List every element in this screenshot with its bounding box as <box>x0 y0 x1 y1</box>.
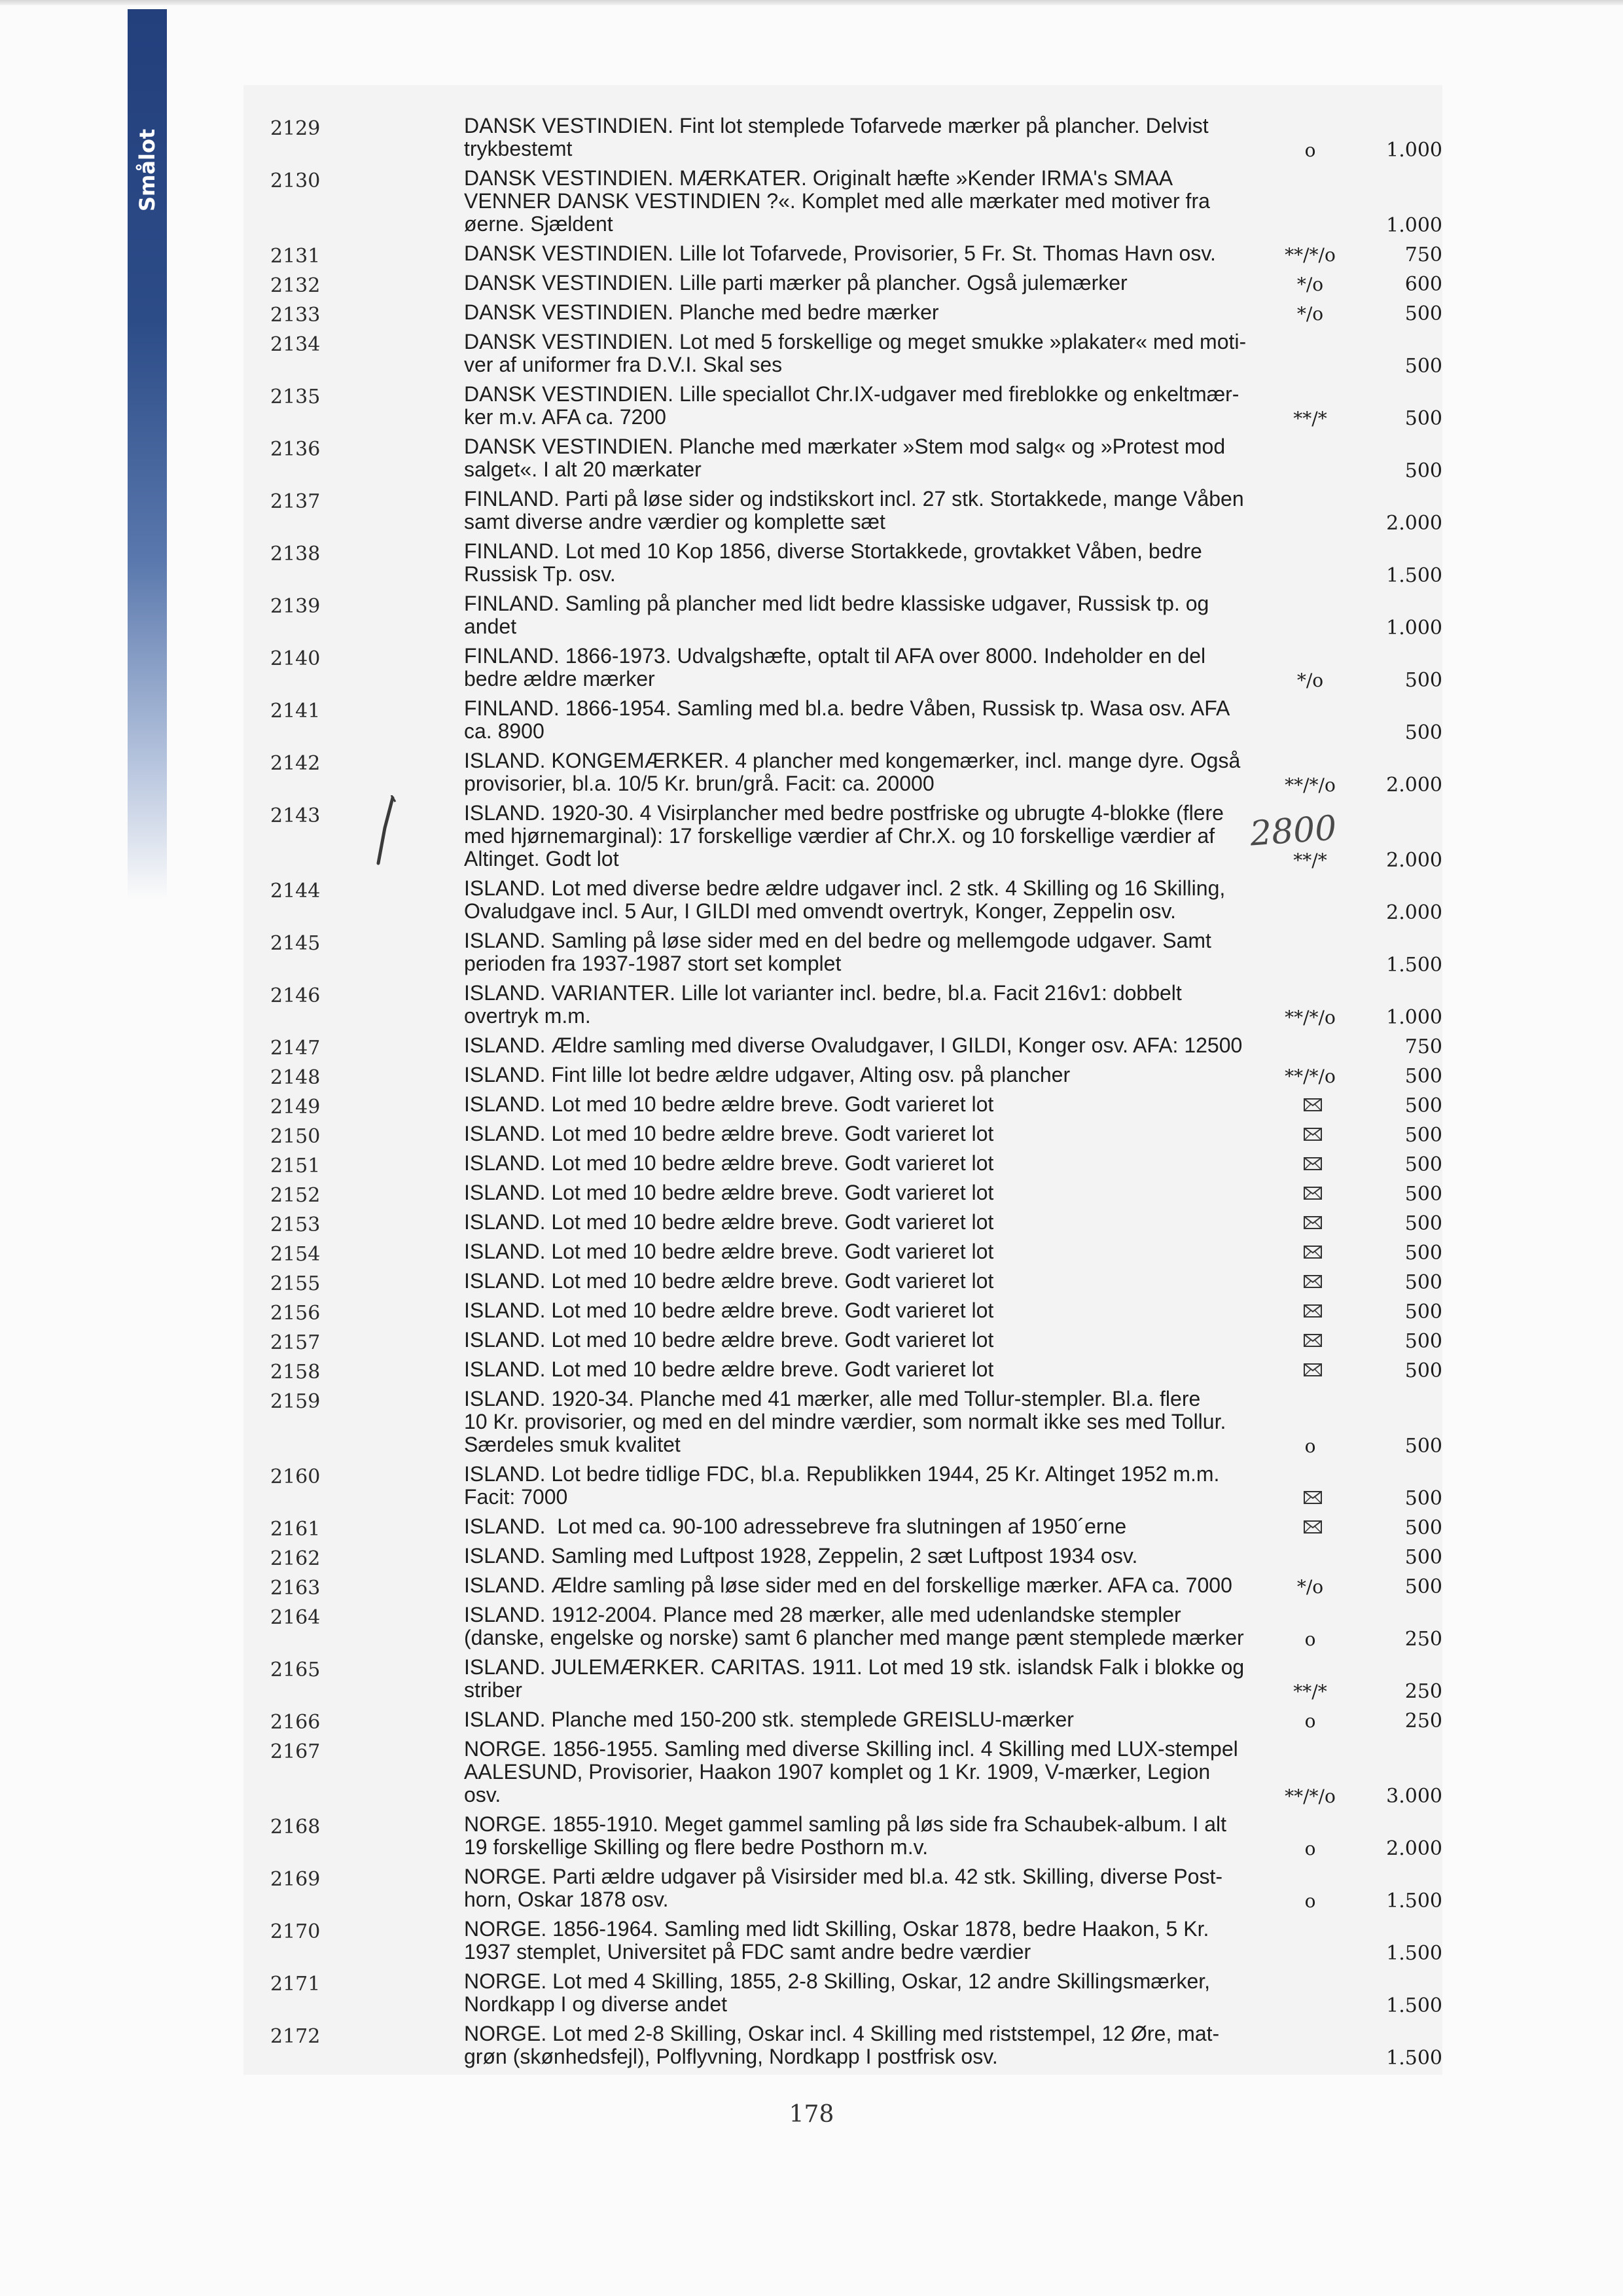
lot-number: 2152 <box>270 1184 321 1207</box>
lot-price: 2.000 <box>1386 512 1442 535</box>
lot-description-line: FINLAND. 1866-1973. Udvalgshæfte, optalt til AFA over 8000. Indeholder en del <box>464 644 1206 668</box>
lot-condition: o <box>1304 1838 1316 1859</box>
lot-price: 500 <box>1404 1435 1442 1458</box>
lot-description-line: AALESUND, Provisorier, Haakon 1907 komplet og 1 Kr. 1909, V-mærker, Legion <box>464 1760 1211 1784</box>
lot-description-line: ISLAND. 1920-30. 4 Visirplancher med bedre postfriske og ubrugte 4-blokke (flere <box>464 801 1224 825</box>
lot-row <box>243 1033 1442 1060</box>
lot-description <box>464 1358 1511 1381</box>
lot-description-line: ISLAND. Samling på løse sider med en del bedre og mellemgode udgaver. Samt <box>464 929 1211 952</box>
lot-row <box>243 1092 1442 1119</box>
lot-description-line: ISLAND. Lot med 10 bedre ældre breve. Godt varieret lot <box>464 1269 994 1293</box>
lot-description <box>464 1181 1511 1204</box>
lot-number: 2134 <box>270 333 321 356</box>
lot-row <box>243 1813 1442 1859</box>
lot-description-line: NORGE. 1856-1964. Samling med lidt Skilling, Oskar 1878, bedre Haakon, 5 Kr. <box>464 1917 1209 1941</box>
lot-description-line: bedre ældre mærker <box>464 667 655 691</box>
lot-number: 2130 <box>270 170 321 192</box>
lot-description-line: ISLAND. Lot med 10 bedre ældre breve. Godt varieret lot <box>464 1151 994 1175</box>
lot-price: 500 <box>1404 1271 1442 1294</box>
lot-description-line: VENNER DANSK VESTINDIEN ?«. Komplet med alle mærkater med motiver fra <box>464 189 1210 213</box>
cover-envelope-icon <box>1304 1246 1322 1259</box>
lot-row <box>243 488 1442 533</box>
handwritten-note: 2800 <box>1249 808 1338 854</box>
lot-row <box>243 1865 1442 1911</box>
lot-number: 2147 <box>270 1037 321 1060</box>
lot-price: 250 <box>1404 1680 1442 1703</box>
lot-row <box>243 1545 1442 1568</box>
cover-envelope-icon <box>1304 1157 1322 1170</box>
lot-description-line: ISLAND. Lot med 10 bedre ældre breve. Godt varieret lot <box>464 1210 994 1234</box>
lot-row <box>243 272 1442 295</box>
lot-description-line: DANSK VESTINDIEN. Lille parti mærker på plancher. Også julemærker <box>464 271 1128 295</box>
lot-row <box>243 2022 1442 2068</box>
lot-description-line: trykbestemt <box>464 137 573 160</box>
lot-number: 2158 <box>270 1361 321 1384</box>
lot-price: 500 <box>1404 1575 1442 1598</box>
lot-description-line: ISLAND. JULEMÆRKER. CARITAS. 1911. Lot med 19 stk. islandsk Falk i blokke og <box>464 1655 1245 1679</box>
lot-description <box>464 592 1511 638</box>
cover-envelope-icon <box>1304 1187 1322 1200</box>
lot-number: 2145 <box>270 932 321 955</box>
section-tab-label: Smålot <box>135 128 160 212</box>
cover-envelope-icon <box>1304 1520 1322 1534</box>
lot-description <box>464 1463 1511 1509</box>
lot-description-line: overtryk m.m. <box>464 1004 591 1028</box>
lot-description-line: salget«. I alt 20 mærkater <box>464 457 702 481</box>
lot-number: 2139 <box>270 595 321 618</box>
lot-row <box>243 167 1442 236</box>
lot-price: 500 <box>1404 1212 1442 1235</box>
lot-row <box>243 1463 1442 1509</box>
lot-description <box>464 1545 1511 1568</box>
lot-row <box>243 982 1442 1028</box>
lot-description <box>464 1093 1511 1116</box>
lot-row <box>243 1388 1442 1456</box>
lot-description-line: Nordkapp I og diverse andet <box>464 1992 728 2016</box>
lot-row <box>243 331 1442 376</box>
lot-row <box>243 115 1442 160</box>
lot-row <box>243 1152 1442 1175</box>
lot-price: 500 <box>1404 1300 1442 1323</box>
lot-description <box>464 1329 1511 1352</box>
lot-number: 2154 <box>270 1243 321 1266</box>
lot-description-line: ISLAND. Lot med 10 bedre ældre breve. Godt varieret lot <box>464 1328 994 1352</box>
lot-condition: */o <box>1296 1576 1324 1598</box>
lot-number: 2146 <box>270 984 321 1007</box>
lot-description <box>464 1515 1511 1538</box>
lot-price: 1.000 <box>1386 139 1442 162</box>
lot-condition: **/* <box>1293 408 1327 429</box>
cover-envelope-icon <box>1304 1304 1322 1318</box>
lot-description-line: øerne. Sjældent <box>464 212 613 236</box>
lot-number: 2161 <box>270 1518 321 1541</box>
page-number: 178 <box>789 2101 834 2128</box>
cover-envelope-icon <box>1304 1275 1322 1288</box>
lot-price: 1.500 <box>1386 2047 1442 2070</box>
lot-row <box>243 1299 1442 1325</box>
cover-envelope-icon <box>1304 1491 1322 1504</box>
lot-row <box>243 697 1442 743</box>
lot-description-line: osv. <box>464 1783 501 1806</box>
lot-row <box>243 540 1442 586</box>
lot-condition: o <box>1304 1710 1316 1732</box>
lot-number: 2153 <box>270 1213 321 1236</box>
lot-description-line: (danske, engelske og norske) samt 6 plancher med mange pænt stemplede mærker <box>464 1626 1244 1649</box>
lot-description-line: ISLAND. Samling med Luftpost 1928, Zeppelin, 2 sæt Luftpost 1934 osv. <box>464 1544 1138 1568</box>
lot-description-line: DANSK VESTINDIEN. Fint lot stemplede Tofarvede mærker på plancher. Delvist <box>464 114 1209 137</box>
cover-envelope-icon <box>1304 1334 1322 1347</box>
lot-description-line: Ovaludgave incl. 5 Aur, I GILDI med omvendt overtryk, Konger, Zeppelin osv. <box>464 899 1176 923</box>
lot-description-line: ver af uniformer fra D.V.I. Skal ses <box>464 353 783 376</box>
lot-description-line: DANSK VESTINDIEN. MÆRKATER. Originalt hæfte »Kender IRMA's SMAA <box>464 166 1173 190</box>
lot-description-line: ISLAND. Ældre samling på løse sider med en del forskellige mærker. AFA ca. 7000 <box>464 1573 1232 1597</box>
lot-description-line: perioden fra 1937-1987 stort set komplet <box>464 952 842 975</box>
lot-condition: o <box>1304 1435 1316 1457</box>
page-top-edge <box>0 0 1623 5</box>
lot-row <box>243 1708 1442 1734</box>
lot-description-line: Facit: 7000 <box>464 1485 568 1509</box>
lot-condition: o <box>1304 1628 1316 1650</box>
lot-description-line: ISLAND. Lot med 10 bedre ældre breve. Godt varieret lot <box>464 1240 994 1263</box>
lot-price: 500 <box>1404 721 1442 744</box>
lot-number: 2143 <box>270 804 321 827</box>
lot-number: 2155 <box>270 1272 321 1295</box>
lot-condition: o <box>1304 1890 1316 1912</box>
lot-price: 500 <box>1404 355 1442 378</box>
lot-number: 2151 <box>270 1155 321 1177</box>
lot-row <box>243 242 1442 268</box>
lot-description-line: ISLAND. Lot med ca. 90-100 adressebreve fra slutningen af 1950´erne <box>464 1515 1127 1538</box>
lot-row <box>243 1515 1442 1541</box>
lot-description-line: DANSK VESTINDIEN. Planche med mærkater »Stem mod salg« og »Protest mod <box>464 435 1226 458</box>
lot-row <box>243 1656 1442 1702</box>
lot-condition: */o <box>1296 670 1324 691</box>
lot-description-line: DANSK VESTINDIEN. Lille lot Tofarvede, Provisorier, 5 Fr. St. Thomas Havn osv. <box>464 242 1216 265</box>
lot-condition: */o <box>1296 303 1324 325</box>
lot-number: 2172 <box>270 2025 321 2048</box>
lot-number: 2141 <box>270 700 321 723</box>
lot-row <box>243 929 1442 975</box>
lot-price: 1.500 <box>1386 1994 1442 2017</box>
lot-price: 1.500 <box>1386 1942 1442 1965</box>
lot-description-line: 10 Kr. provisorier, og med en del mindre værdier, som normalt ikke ses med Tollur. <box>464 1410 1226 1433</box>
lot-number: 2167 <box>270 1740 321 1763</box>
lot-row <box>243 1329 1442 1352</box>
lot-row <box>243 592 1442 638</box>
lot-row <box>243 1357 1442 1384</box>
lot-description <box>464 2022 1511 2068</box>
lot-price: 1.000 <box>1386 1006 1442 1029</box>
lot-price: 2.000 <box>1386 774 1442 797</box>
lot-number: 2137 <box>270 490 321 513</box>
lot-number: 2169 <box>270 1868 321 1891</box>
lot-description <box>464 1211 1511 1234</box>
lot-number: 2165 <box>270 1659 321 1681</box>
lot-price: 250 <box>1404 1628 1442 1651</box>
lot-price: 1.000 <box>1386 214 1442 237</box>
lot-description-line: Altinget. Godt lot <box>464 847 619 870</box>
lot-description-line: Russisk Tp. osv. <box>464 562 616 586</box>
lot-number: 2149 <box>270 1096 321 1119</box>
lot-number: 2160 <box>270 1465 321 1488</box>
cover-envelope-icon <box>1304 1098 1322 1111</box>
lot-number: 2159 <box>270 1390 321 1413</box>
lot-description-line: ISLAND. Lot bedre tidlige FDC, bl.a. Republikken 1944, 25 Kr. Altinget 1952 m.m. <box>464 1462 1220 1486</box>
lot-description-line: ISLAND. Planche med 150-200 stk. stemplede GREISLU-mærker <box>464 1708 1074 1731</box>
lot-condition: **/*/o <box>1285 1066 1336 1087</box>
lot-number: 2170 <box>270 1920 321 1943</box>
lot-row <box>243 300 1442 327</box>
lot-price: 250 <box>1404 1710 1442 1732</box>
lot-description-line: ISLAND. Ældre samling med diverse Ovaludgaver, I GILDI, Konger osv. AFA: 12500 <box>464 1033 1243 1057</box>
lot-description-line: NORGE. Parti ældre udgaver på Visirsider med bl.a. 42 stk. Skilling, diverse Post- <box>464 1865 1222 1888</box>
lot-description-line: ISLAND. 1920-34. Planche med 41 mærker, alle med Tollur-stempler. Bl.a. flere <box>464 1387 1201 1410</box>
lot-description <box>464 1240 1511 1263</box>
lot-price: 500 <box>1404 1242 1442 1265</box>
lot-description-line: ISLAND. VARIANTER. Lille lot varianter incl. bedre, bl.a. Facit 216v1: dobbelt <box>464 981 1182 1005</box>
lot-condition: */o <box>1296 274 1324 295</box>
lot-condition: o <box>1304 139 1316 161</box>
lot-description-line: ISLAND. 1912-2004. Plance med 28 mærker, alle med udenlandske stempler <box>464 1603 1181 1626</box>
lot-price: 500 <box>1404 1487 1442 1510</box>
lot-row <box>243 1604 1442 1649</box>
lot-price: 500 <box>1404 407 1442 430</box>
lot-description-line: NORGE. Lot med 2-8 Skilling, Oskar incl. 4 Skilling med riststempel, 12 Øre, mat- <box>464 2022 1220 2045</box>
lot-price: 500 <box>1404 459 1442 482</box>
lot-description <box>464 1034 1511 1057</box>
lot-number: 2148 <box>270 1066 321 1089</box>
lot-description-line: ISLAND. Lot med diverse bedre ældre udgaver incl. 2 stk. 4 Skilling og 16 Skilling, <box>464 876 1226 900</box>
lot-price: 1.000 <box>1386 617 1442 639</box>
lot-description-line: DANSK VESTINDIEN. Planche med bedre mærker <box>464 300 939 324</box>
lot-number: 2138 <box>270 543 321 565</box>
lot-price: 750 <box>1404 243 1442 266</box>
lot-row <box>243 383 1442 429</box>
lot-description <box>464 540 1511 586</box>
lot-price: 2.000 <box>1386 849 1442 872</box>
lot-description-line: grøn (skønhedsfejl), Polflyvning, Nordkapp I postfrisk osv. <box>464 2045 998 2068</box>
lot-price: 1.500 <box>1386 564 1442 587</box>
lot-row <box>243 435 1442 481</box>
lot-description <box>464 929 1511 975</box>
lot-number: 2171 <box>270 1973 321 1996</box>
lot-price: 3.000 <box>1386 1785 1442 1808</box>
lot-description-line: ca. 8900 <box>464 719 544 743</box>
lot-row <box>243 1211 1442 1234</box>
lot-number: 2168 <box>270 1816 321 1839</box>
lot-price: 500 <box>1404 1183 1442 1206</box>
lot-description-line: FINLAND. Lot med 10 Kop 1856, diverse Stortakkede, grovtakket Våben, bedre <box>464 539 1202 563</box>
lot-description <box>464 331 1511 376</box>
lot-price: 500 <box>1404 1065 1442 1088</box>
lot-description-line: ker m.v. AFA ca. 7200 <box>464 405 666 429</box>
lot-price: 1.500 <box>1386 954 1442 977</box>
lot-condition: **/*/o <box>1285 1785 1336 1807</box>
lot-condition: **/* <box>1293 1681 1327 1702</box>
lot-number: 2142 <box>270 752 321 775</box>
lot-description-line: FINLAND. Parti på løse sider og indstikskort incl. 27 stk. Stortakkede, mange Våben <box>464 487 1244 511</box>
lot-description-line: med hjørnemarginal): 17 forskellige værdier af Chr.X. og 10 forskellige værdier af <box>464 824 1215 848</box>
lot-number: 2140 <box>270 647 321 670</box>
lot-number: 2135 <box>270 386 321 408</box>
lot-row <box>243 1918 1442 1964</box>
lot-number: 2157 <box>270 1331 321 1354</box>
lot-row <box>243 1181 1442 1207</box>
lot-description-line: FINLAND. Samling på plancher med lidt bedre klassiske udgaver, Russisk tp. og <box>464 592 1209 615</box>
lot-description <box>464 435 1511 481</box>
lot-price: 1.500 <box>1386 1890 1442 1912</box>
lot-number: 2163 <box>270 1577 321 1600</box>
lot-price: 500 <box>1404 1153 1442 1176</box>
lot-description <box>464 1970 1511 2016</box>
lot-price: 750 <box>1404 1035 1442 1058</box>
lot-number: 2129 <box>270 117 321 140</box>
cover-envelope-icon <box>1304 1363 1322 1376</box>
handwritten-tick-mark <box>366 795 399 867</box>
lot-description-line: DANSK VESTINDIEN. Lot med 5 forskellige og meget smukke »plakater« med moti- <box>464 330 1247 353</box>
lot-description-line: horn, Oskar 1878 osv. <box>464 1888 669 1911</box>
lot-number: 2144 <box>270 880 321 903</box>
lot-description-line: NORGE. 1856-1955. Samling med diverse Skilling incl. 4 Skilling med LUX-stempel <box>464 1737 1238 1761</box>
lot-row <box>243 1122 1442 1148</box>
cover-envelope-icon <box>1304 1128 1322 1141</box>
lot-description-line: NORGE. 1855-1910. Meget gammel samling på løs side fra Schaubek-album. I alt <box>464 1812 1226 1836</box>
lot-row <box>243 1573 1442 1600</box>
lot-condition: **/* <box>1293 850 1327 871</box>
lot-price: 500 <box>1404 1330 1442 1353</box>
lot-description-line: ISLAND. Lot med 10 bedre ældre breve. Godt varieret lot <box>464 1299 994 1322</box>
lot-row <box>243 877 1442 923</box>
lot-description-line: 19 forskellige Skilling og flere bedre Posthorn m.v. <box>464 1835 929 1859</box>
lot-row <box>243 1738 1442 1806</box>
lot-price: 500 <box>1404 1516 1442 1539</box>
lot-condition: **/*/o <box>1285 774 1336 796</box>
lot-row <box>243 749 1442 795</box>
lot-row <box>243 1970 1442 2016</box>
lot-price: 500 <box>1404 1094 1442 1117</box>
lot-price: 500 <box>1404 302 1442 325</box>
lot-description <box>464 877 1511 923</box>
lot-price: 500 <box>1404 1359 1442 1382</box>
lot-description-line: NORGE. Lot med 4 Skilling, 1855, 2-8 Skilling, Oskar, 12 andre Skillingsmærker, <box>464 1969 1211 1993</box>
lot-number: 2164 <box>270 1606 321 1629</box>
lot-price: 2.000 <box>1386 1837 1442 1860</box>
lot-description-line: ISLAND. KONGEMÆRKER. 4 plancher med kongemærker, incl. mange dyre. Også <box>464 749 1241 772</box>
lot-price: 600 <box>1404 273 1442 296</box>
lot-description-line: ISLAND. Lot med 10 bedre ældre breve. Godt varieret lot <box>464 1092 994 1116</box>
lot-number: 2156 <box>270 1302 321 1325</box>
lot-row <box>243 1240 1442 1266</box>
lot-description <box>464 697 1511 743</box>
lot-description <box>464 1122 1511 1145</box>
lot-number: 2131 <box>270 245 321 268</box>
lot-description <box>464 1918 1511 1964</box>
lot-description-line: andet <box>464 615 517 638</box>
lot-number: 2150 <box>270 1125 321 1148</box>
lot-description <box>464 1270 1511 1293</box>
lot-description-line: ISLAND. Lot med 10 bedre ældre breve. Godt varieret lot <box>464 1122 994 1145</box>
lot-price: 500 <box>1404 1124 1442 1147</box>
lot-price: 500 <box>1404 669 1442 692</box>
lot-row <box>243 1270 1442 1293</box>
lot-row <box>243 645 1442 691</box>
lot-description-line: provisorier, bl.a. 10/5 Kr. brun/grå. Facit: ca. 20000 <box>464 772 935 795</box>
lot-number: 2166 <box>270 1711 321 1734</box>
lot-description-line: 1937 stemplet, Universitet på FDC samt andre bedre værdier <box>464 1940 1031 1964</box>
lot-description <box>464 167 1511 236</box>
lot-number: 2162 <box>270 1547 321 1570</box>
lot-description-line: striber <box>464 1678 522 1702</box>
lot-description <box>464 488 1511 533</box>
lot-description-line: ISLAND. Lot med 10 bedre ældre breve. Godt varieret lot <box>464 1181 994 1204</box>
lot-price: 500 <box>1404 1546 1442 1569</box>
lot-condition: **/*/o <box>1285 244 1336 266</box>
lot-condition: **/*/o <box>1285 1007 1336 1028</box>
lot-description <box>464 1152 1511 1175</box>
lot-description <box>464 1299 1511 1322</box>
lot-description-line: FINLAND. 1866-1954. Samling med bl.a. bedre Våben, Russisk tp. Wasa osv. AFA <box>464 696 1230 720</box>
lot-description-line: samt diverse andre værdier og komplette sæt <box>464 510 885 533</box>
lot-number: 2133 <box>270 304 321 327</box>
lot-description-line: ISLAND. Fint lille lot bedre ældre udgaver, Alting osv. på plancher <box>464 1063 1071 1086</box>
lot-row <box>243 1063 1442 1089</box>
cover-envelope-icon <box>1304 1216 1322 1229</box>
lot-description-line: DANSK VESTINDIEN. Lille speciallot Chr.IX-udgaver med fireblokke og enkeltmær- <box>464 382 1240 406</box>
lot-price: 2.000 <box>1386 901 1442 924</box>
lot-description-line: Særdeles smuk kvalitet <box>464 1433 681 1456</box>
lot-number: 2136 <box>270 438 321 461</box>
lot-number: 2132 <box>270 274 321 297</box>
lot-description-line: ISLAND. Lot med 10 bedre ældre breve. Godt varieret lot <box>464 1357 994 1381</box>
